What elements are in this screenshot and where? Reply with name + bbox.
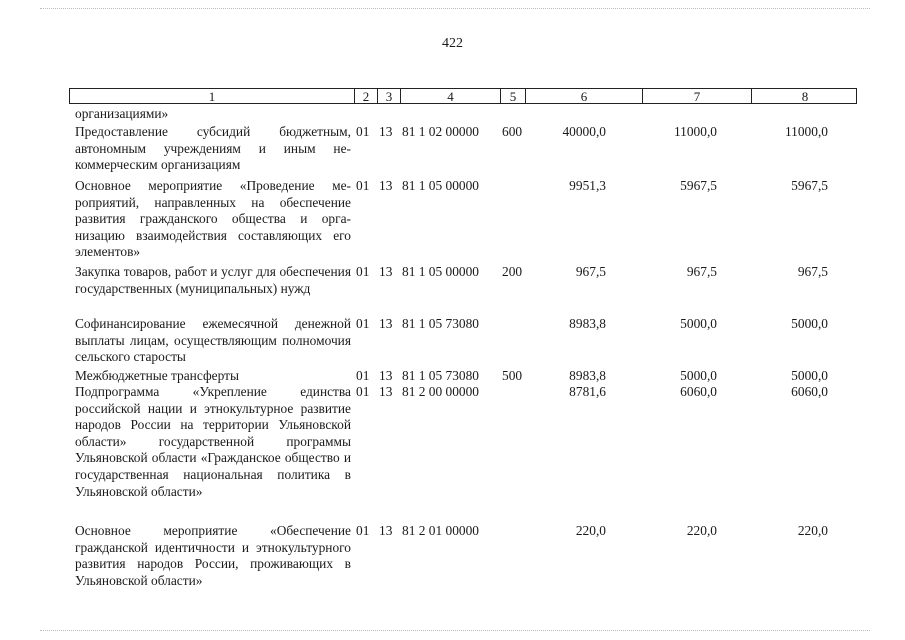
- row-value-3: 5000,0: [791, 316, 828, 331]
- row-value-2: 5000,0: [680, 368, 717, 383]
- row-description: Межбюджетные трансферты: [75, 368, 239, 383]
- row-description: Основное мероприятие «Проведение мероприятий, направленных на обеспечение развития гражданского общества и организацию взаимодействия составляющих его элементов»: [75, 178, 351, 260]
- row-value-3: 220,0: [797, 523, 828, 538]
- row-description: Предоставление субсидий бюджетным, автономным учреждениям и иным некоммерческим организациям: [75, 124, 351, 173]
- row-pr: 13: [379, 523, 393, 538]
- header-col-1: 1: [208, 89, 216, 104]
- row-rz: 01: [356, 384, 370, 399]
- row-pr: 13: [379, 384, 393, 399]
- row-csr: 81 1 05 73080: [402, 368, 479, 383]
- row-value-1: 8983,8: [569, 368, 606, 383]
- row-value-2: 11000,0: [673, 124, 717, 139]
- header-col-7: 7: [642, 89, 751, 103]
- row-rz: 01: [356, 178, 370, 193]
- row-vr: 600: [502, 124, 523, 139]
- row-rz: 01: [356, 368, 370, 383]
- table-header: [69, 88, 857, 104]
- row-value-1: 8781,6: [569, 384, 606, 399]
- row-value-2: 6060,0: [680, 384, 717, 399]
- row-pr: 13: [379, 178, 393, 193]
- row-value-2: 5967,5: [680, 178, 717, 193]
- row-value-2: 5000,0: [680, 316, 717, 331]
- row-pr: 13: [379, 124, 393, 139]
- row-csr: 81 2 00 00000: [402, 384, 479, 399]
- row-pr: 13: [379, 264, 393, 279]
- row-value-1: 9951,3: [569, 178, 606, 193]
- row-csr: 81 1 05 73080: [402, 316, 479, 331]
- row-value-1: 967,5: [575, 264, 606, 279]
- row-description: Основное мероприятие «Обеспечение гражданской идентичности и этнокультурного развития народов России, проживающих в Ульяновской области»: [75, 523, 351, 588]
- row-rz: 01: [356, 523, 370, 538]
- row-pr: 13: [379, 316, 393, 331]
- row-pr: 13: [379, 368, 393, 383]
- row-csr: 81 2 01 00000: [402, 523, 479, 538]
- row-value-3: 5967,5: [791, 178, 828, 193]
- row-value-2: 967,5: [686, 264, 717, 279]
- header-col-8: 8: [751, 89, 858, 103]
- row-vr: 500: [502, 368, 523, 383]
- row-rz: 01: [356, 264, 370, 279]
- row-vr: 200: [502, 264, 523, 279]
- row-csr: 81 1 02 00000: [402, 124, 479, 139]
- scan-edge-top: [40, 8, 870, 10]
- header-col-3: 3: [377, 89, 400, 103]
- page-number: 422: [442, 36, 463, 51]
- row-value-3: 5000,0: [791, 368, 828, 383]
- row-description: Софинансирование ежемесячной денежной выплаты лицам, осуществляющим полномочия сельского старосты: [75, 316, 351, 365]
- row-value-3: 6060,0: [791, 384, 828, 399]
- row-value-1: 40000,0: [562, 124, 606, 139]
- row-value-1: 8983,8: [569, 316, 606, 331]
- header-col-5: 5: [500, 89, 525, 103]
- row-csr: 81 1 05 00000: [402, 264, 479, 279]
- row-value-1: 220,0: [575, 523, 606, 538]
- row-value-2: 220,0: [686, 523, 717, 538]
- row-value-3: 967,5: [797, 264, 828, 279]
- row-description: Подпрограмма «Укрепление единства российской нации и этнокультурное развитие народов России на территории Ульяновской области» государственной программы Ульяновской области «Гражданское общество и государственная национальная политика в Ульяновской области»: [75, 384, 351, 499]
- header-col-2: 2: [354, 89, 377, 103]
- row-description: организациями»: [75, 106, 169, 121]
- header-col-6: 6: [525, 89, 642, 103]
- header-col-4: 4: [400, 89, 500, 103]
- row-rz: 01: [356, 316, 370, 331]
- row-value-3: 11000,0: [784, 124, 828, 139]
- row-rz: 01: [356, 124, 370, 139]
- row-description: Закупка товаров, работ и услуг для обеспечения государственных (муниципальных) нужд: [75, 264, 351, 296]
- row-csr: 81 1 05 00000: [402, 178, 479, 193]
- scan-edge-bottom: [40, 630, 870, 632]
